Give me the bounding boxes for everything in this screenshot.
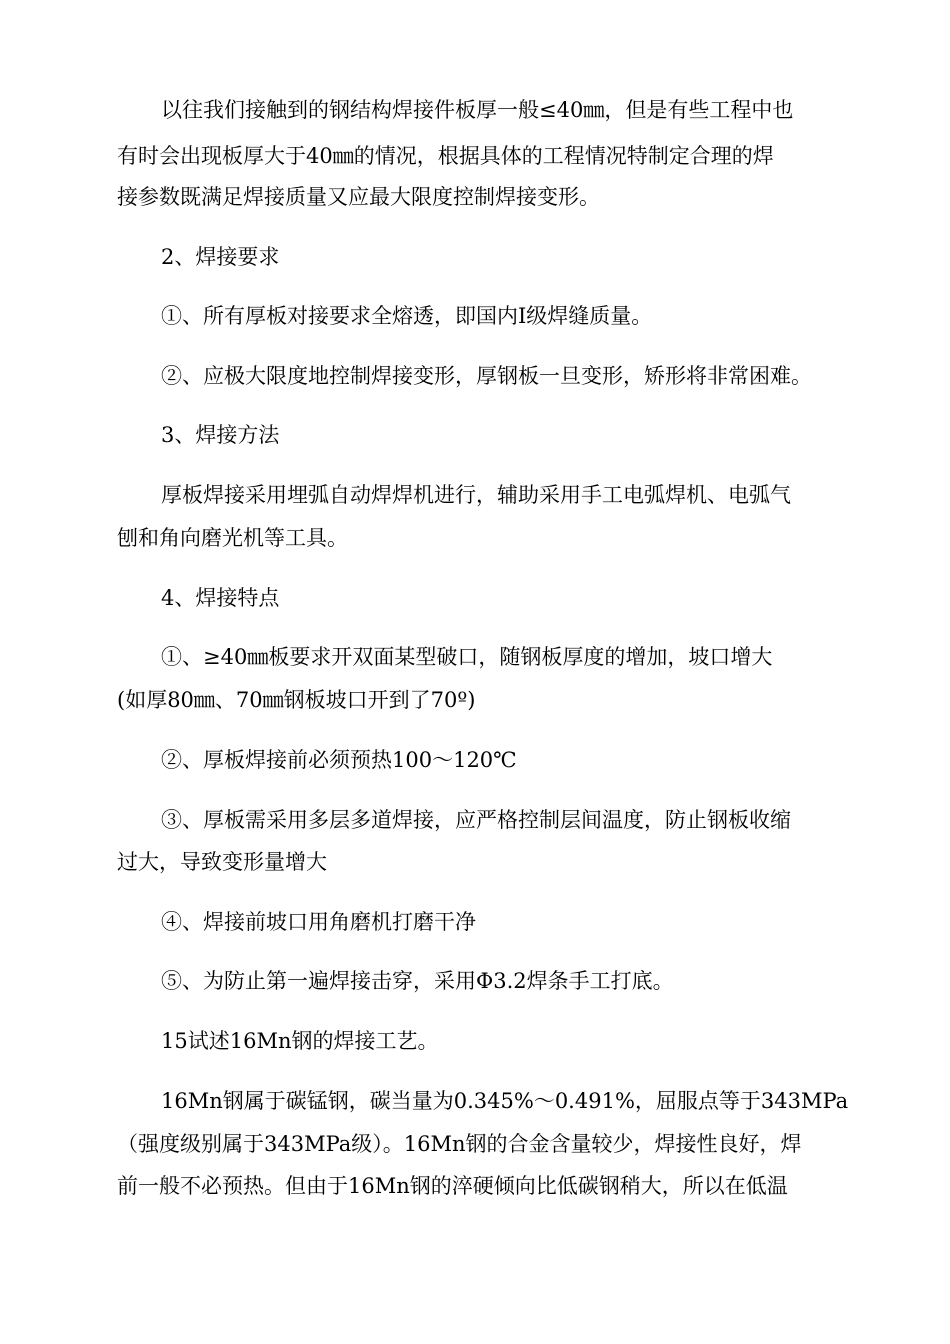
section-heading: 2、焊接要求 [161, 245, 280, 269]
paragraph-line: 厚板焊接采用埋弧自动焊焊机进行，辅助采用手工电弧焊机、电弧气 [161, 483, 791, 507]
list-item-continuation: 过大，导致变形量增大 [117, 850, 327, 874]
list-item: ①、所有厚板对接要求全熔透，即国内Ⅰ级焊缝质量。 [161, 304, 653, 328]
section-heading: 3、焊接方法 [161, 423, 280, 447]
paragraph-line: 有时会出现板厚大于40㎜的情况，根据具体的工程情况特制定合理的焊 [117, 144, 774, 168]
list-item: ②、厚板焊接前必须预热100～120℃ [161, 748, 517, 772]
paragraph-line: 刨和角向磨光机等工具。 [117, 526, 348, 550]
list-item: ①、≥40㎜板要求开双面某型破口，随钢板厚度的增加，坡口增大 [161, 645, 773, 669]
section-heading: 4、焊接特点 [161, 586, 280, 610]
list-item-continuation: (如厚80㎜、70㎜钢板坡口开到了70º) [117, 688, 476, 712]
paragraph-line: 前一般不必预热。但由于16Mn钢的淬硬倾向比低碳钢稍大，所以在低温 [117, 1174, 788, 1198]
list-item: ⑤、为防止第一遍焊接击穿，采用Φ3.2焊条手工打底。 [161, 969, 674, 993]
paragraph-line: 以往我们接触到的钢结构焊接件板厚一般≤40㎜，但是有些工程中也 [161, 98, 794, 122]
list-item: ④、焊接前坡口用角磨机打磨干净 [161, 910, 476, 934]
question-heading: 15试述16Mn钢的焊接工艺。 [161, 1029, 439, 1053]
paragraph-line: 16Mn钢属于碳锰钢，碳当量为0.345%～0.491%，屈服点等于343MPa [161, 1089, 849, 1113]
paragraph-line: 接参数既满足焊接质量又应最大限度控制焊接变形。 [117, 185, 600, 209]
list-item: ③、厚板需采用多层多道焊接，应严格控制层间温度，防止钢板收缩 [161, 808, 791, 832]
list-item: ②、应极大限度地控制焊接变形，厚钢板一旦变形，矫形将非常困难。 [161, 364, 812, 388]
paragraph-line: （强度级别属于343MPa级）。16Mn钢的合金含量较少，焊接性良好，焊 [117, 1132, 802, 1156]
